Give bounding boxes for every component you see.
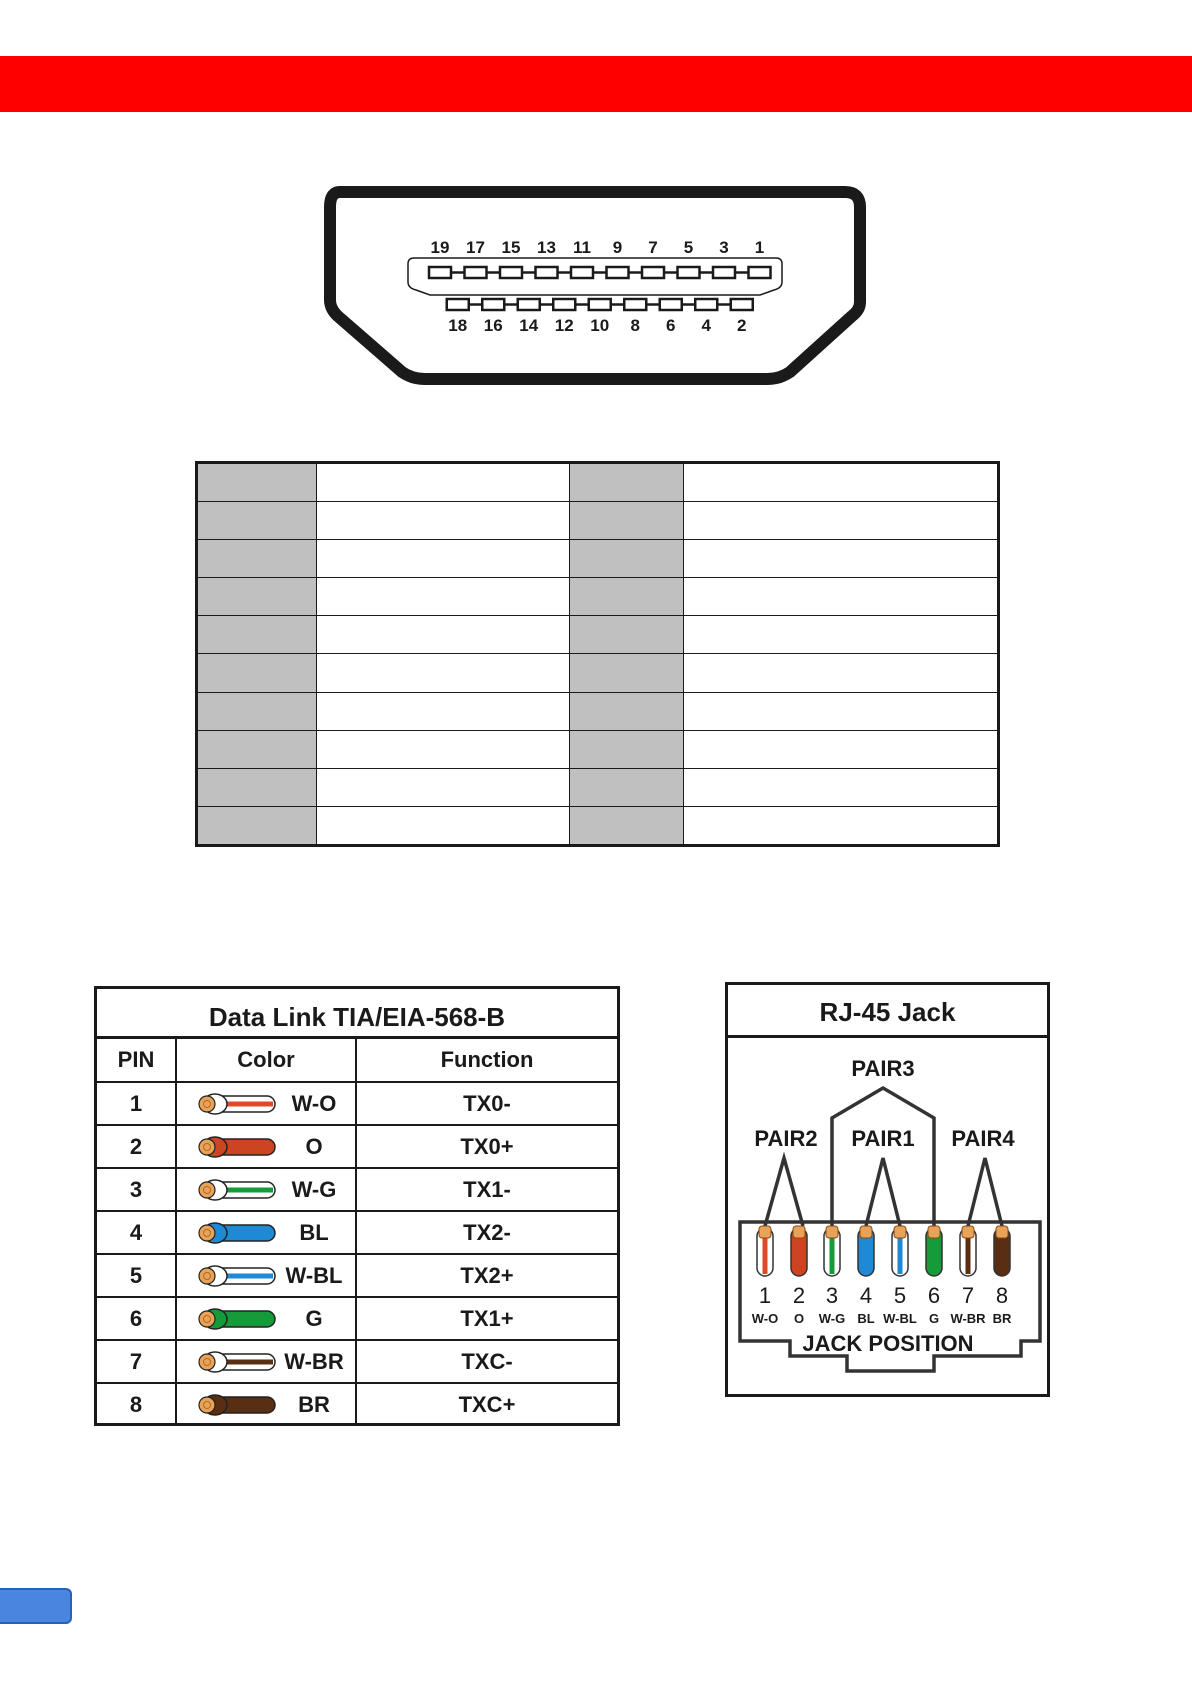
hdmi-pin-3 xyxy=(713,267,735,278)
wire-icon xyxy=(193,1264,279,1288)
data-link-table xyxy=(94,986,620,1426)
pin-signal-cell xyxy=(684,654,999,692)
data-link-grid xyxy=(97,1039,617,1425)
pin-number-cell xyxy=(197,654,317,692)
pin-number-cell xyxy=(570,502,684,540)
pin-signal-cell xyxy=(317,463,570,502)
pin-signal-cell xyxy=(684,540,999,578)
pin-number-cell xyxy=(570,654,684,692)
pin-signal-cell xyxy=(684,463,999,502)
pin-signal-cell xyxy=(684,502,999,540)
hdmi-pin-10 xyxy=(589,299,611,310)
wire-icon xyxy=(193,1393,279,1417)
jack-position-label: W-O xyxy=(751,1311,779,1326)
hdmi-pin-16 xyxy=(482,299,504,310)
color-label: W-BR xyxy=(284,1349,344,1374)
data-link-row xyxy=(97,1254,617,1297)
wire-icon xyxy=(193,1350,279,1374)
hdmi-pin-13 xyxy=(536,267,558,278)
pin-signal-cell xyxy=(317,654,570,692)
data-link-row xyxy=(97,1082,617,1125)
pin-table-row xyxy=(197,463,999,502)
hdmi-pin-14 xyxy=(518,299,540,310)
pin-number-cell xyxy=(570,578,684,616)
pin-table-row xyxy=(197,654,999,692)
pin-number-cell xyxy=(197,806,317,845)
color-label: BR xyxy=(298,1392,330,1417)
hdmi-pin-label: 15 xyxy=(501,238,521,257)
hdmi-pin-label: 11 xyxy=(573,238,591,257)
jack-position-label: BR xyxy=(992,1311,1012,1326)
color-label: O xyxy=(305,1134,323,1159)
data-link-row xyxy=(97,1211,617,1254)
color-cell xyxy=(176,1340,356,1383)
color-cell xyxy=(176,1168,356,1211)
data-link-header-row xyxy=(97,1039,617,1082)
wire-icon xyxy=(193,1178,279,1202)
hdmi-pin-9 xyxy=(607,267,629,278)
jack-pin-7 xyxy=(960,1226,976,1276)
hdmi-pin-19 xyxy=(429,267,451,278)
data-link-row xyxy=(97,1125,617,1168)
data-link-row xyxy=(97,1168,617,1211)
pin-number-cell xyxy=(197,692,317,730)
pair2-line xyxy=(765,1158,803,1226)
pair2-label: PAIR2 xyxy=(754,1126,818,1151)
pin-cell: 2 xyxy=(97,1125,176,1168)
jack-position-label: BL xyxy=(857,1311,875,1326)
hdmi-pin-label: 6 xyxy=(666,316,676,335)
jack-position-label: G xyxy=(928,1311,940,1326)
hdmi-pin-assignment-table xyxy=(195,461,1000,847)
pin-cell: 3 xyxy=(97,1168,176,1211)
pin-signal-cell xyxy=(684,692,999,730)
jack-pin-2 xyxy=(791,1226,807,1276)
pin-number-cell xyxy=(197,768,317,806)
header-color: Color xyxy=(176,1039,356,1082)
jack-pin-1 xyxy=(757,1226,773,1276)
pin-signal-cell xyxy=(317,692,570,730)
color-cell xyxy=(176,1383,356,1425)
pin-number-cell xyxy=(197,578,317,616)
data-link-row xyxy=(97,1340,617,1383)
jack-pin-6 xyxy=(926,1226,942,1276)
pin-number-cell xyxy=(570,616,684,654)
function-cell: TX0- xyxy=(356,1082,617,1125)
header-band xyxy=(0,56,1192,112)
hdmi-pin-label: 9 xyxy=(612,238,623,257)
color-cell xyxy=(176,1254,356,1297)
hdmi-pin-label: 18 xyxy=(448,316,468,335)
jack-position-number: 7 xyxy=(961,1283,975,1308)
function-cell: TXC- xyxy=(356,1340,617,1383)
wire-icon xyxy=(193,1092,279,1116)
jack-position-caption: JACK POSITION xyxy=(802,1331,974,1356)
jack-position-number: 3 xyxy=(825,1283,839,1308)
hdmi-pin-label: 17 xyxy=(466,238,485,257)
data-link-row xyxy=(97,1383,617,1425)
pin-signal-cell xyxy=(684,616,999,654)
pin-signal-cell xyxy=(684,768,999,806)
rj45-title: RJ-45 Jack xyxy=(728,985,1047,1038)
function-cell: TX1+ xyxy=(356,1297,617,1340)
pin-signal-cell xyxy=(317,730,570,768)
function-cell: TXC+ xyxy=(458,1391,516,1417)
jack-position-label: W-BL xyxy=(883,1311,917,1326)
hdmi-pin-6 xyxy=(660,299,682,310)
hdmi-pin-11 xyxy=(571,267,593,278)
pin-number-cell xyxy=(570,540,684,578)
pin-signal-cell xyxy=(317,502,570,540)
hdmi-pin-7 xyxy=(642,267,664,278)
pin-cell: 8 xyxy=(97,1383,176,1425)
hdmi-pin-label: 13 xyxy=(537,238,556,257)
hdmi-pin-1 xyxy=(749,267,771,278)
color-label: BL xyxy=(299,1220,329,1245)
pin-table-row xyxy=(197,730,999,768)
pin-number-cell xyxy=(197,502,317,540)
pin-number-cell xyxy=(570,768,684,806)
pair1-label: PAIR1 xyxy=(851,1126,915,1151)
pin-table-row xyxy=(197,540,999,578)
pin-cell: 7 xyxy=(97,1340,176,1383)
jack-position-number: 5 xyxy=(893,1283,907,1308)
pin-number-cell xyxy=(570,806,684,845)
jack-position-number: 2 xyxy=(792,1283,806,1308)
jack-position-number: 8 xyxy=(995,1283,1009,1308)
function-cell: TX2+ xyxy=(356,1254,617,1297)
data-link-row xyxy=(97,1297,617,1340)
pair1-line xyxy=(866,1158,900,1226)
function-cell: TX0+ xyxy=(356,1125,617,1168)
jack-position-label: W-G xyxy=(818,1311,846,1326)
pin-table-row xyxy=(197,768,999,806)
hdmi-pin-label: 10 xyxy=(590,316,610,335)
hdmi-pin-15 xyxy=(500,267,522,278)
wire-icon xyxy=(193,1135,279,1159)
color-cell xyxy=(176,1125,356,1168)
rj45-jack-diagram xyxy=(728,1038,1047,1394)
hdmi-pin-label: 7 xyxy=(648,238,658,257)
pin-signal-cell xyxy=(317,806,570,845)
color-cell xyxy=(176,1297,356,1340)
pin-signal-cell xyxy=(317,768,570,806)
pin-number-cell xyxy=(570,692,684,730)
wire-icon xyxy=(193,1221,279,1245)
pin-number-cell xyxy=(570,463,684,502)
header-pin: PIN xyxy=(97,1039,176,1082)
hdmi-pin-label: 8 xyxy=(630,316,640,335)
pin-signal-cell xyxy=(684,806,999,845)
jack-position-number: 1 xyxy=(758,1283,772,1308)
color-cell xyxy=(176,1082,356,1125)
jack-position-number: 6 xyxy=(927,1283,941,1308)
hdmi-pin-label: 5 xyxy=(683,238,694,257)
hdmi-pin-label: 19 xyxy=(430,238,450,257)
pin-signal-cell xyxy=(684,730,999,768)
jack-pin-8 xyxy=(994,1226,1010,1276)
pin-signal-cell xyxy=(317,616,570,654)
hdmi-pin-label: 16 xyxy=(483,316,503,335)
pair4-label: PAIR4 xyxy=(951,1126,1015,1151)
hdmi-pin-label: 4 xyxy=(701,316,711,335)
hdmi-pin-label: 3 xyxy=(719,238,729,257)
jack-position-label: O xyxy=(793,1311,805,1326)
pin-cell: 4 xyxy=(97,1211,176,1254)
hdmi-pin-label: 14 xyxy=(519,316,539,335)
color-cell xyxy=(176,1211,356,1254)
pin-number-cell xyxy=(197,463,317,502)
hdmi-pin-8 xyxy=(624,299,646,310)
pin-number-cell xyxy=(197,616,317,654)
hdmi-pin-4 xyxy=(695,299,717,310)
jack-position-number: 4 xyxy=(859,1283,873,1308)
jack-pin-4 xyxy=(858,1226,874,1276)
color-label: G xyxy=(305,1306,323,1331)
hdmi-pin-2 xyxy=(731,299,753,310)
pair4-line xyxy=(968,1158,1002,1226)
color-label: W-G xyxy=(291,1177,337,1202)
pin-signal-cell xyxy=(684,578,999,616)
hdmi-pin-label: 2 xyxy=(737,316,747,335)
hdmi-pin-label: 12 xyxy=(554,316,574,335)
data-link-title: Data Link TIA/EIA-568-B xyxy=(97,989,617,1039)
pin-table-row xyxy=(197,502,999,540)
jack-pin-5 xyxy=(892,1226,908,1276)
hdmi-connector-diagram xyxy=(320,182,870,392)
hdmi-pin-5 xyxy=(678,267,700,278)
pin-table-row xyxy=(197,692,999,730)
jack-pin-3 xyxy=(824,1226,840,1276)
pin-table-row xyxy=(197,806,999,845)
pair3-label: PAIR3 xyxy=(851,1056,915,1081)
function-cell: TX2- xyxy=(356,1211,617,1254)
page-tab xyxy=(0,1588,72,1624)
pin-signal-cell xyxy=(317,578,570,616)
color-label: W-O xyxy=(291,1091,337,1116)
hdmi-pin-17 xyxy=(465,267,487,278)
header-function: Function xyxy=(356,1039,617,1082)
pin-signal-cell xyxy=(317,540,570,578)
color-label: W-BL xyxy=(285,1263,343,1288)
function-cell: TX1- xyxy=(356,1168,617,1211)
rj45-jack-panel xyxy=(725,982,1050,1397)
hdmi-pin-12 xyxy=(553,299,575,310)
pin-table-row xyxy=(197,578,999,616)
pin-number-cell xyxy=(570,730,684,768)
pin-cell: 1 xyxy=(97,1082,176,1125)
pin-number-cell xyxy=(197,730,317,768)
hdmi-pin-label: 1 xyxy=(754,238,765,257)
jack-position-label: W-BR xyxy=(950,1311,986,1326)
wire-icon xyxy=(193,1307,279,1331)
pin-table-row xyxy=(197,616,999,654)
hdmi-pin-18 xyxy=(447,299,469,310)
pin-cell: 6 xyxy=(97,1297,176,1340)
pin-number-cell xyxy=(197,540,317,578)
pin-cell: 5 xyxy=(97,1254,176,1297)
